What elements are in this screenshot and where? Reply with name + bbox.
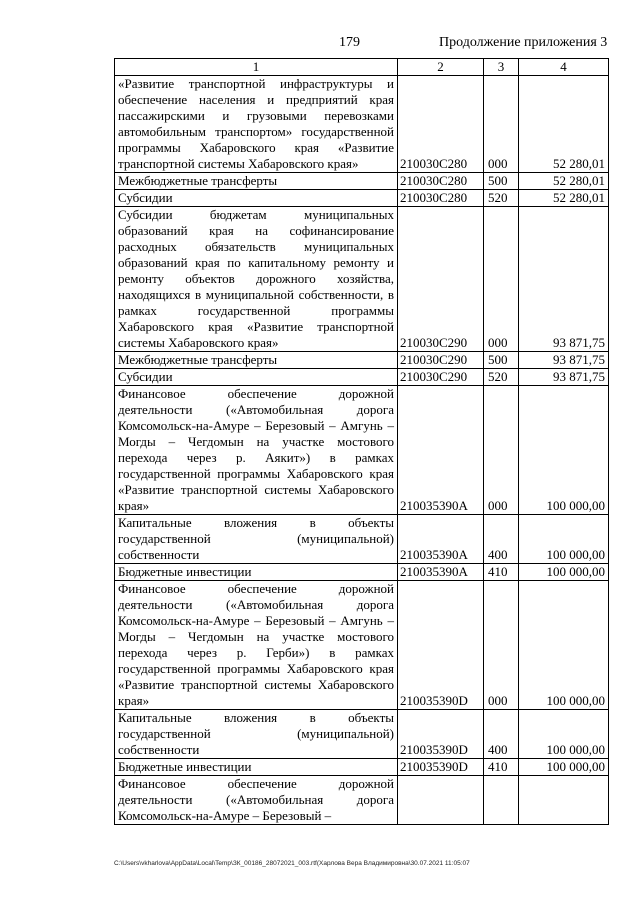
table-row [115, 352, 609, 369]
row-amount: 52 280,01 [519, 173, 609, 190]
column-header: 1 [115, 59, 398, 76]
row-amount: 100 000,00 [519, 386, 609, 515]
row-expense-type: 410 [484, 564, 519, 581]
row-code: 210030С290 [398, 369, 484, 386]
page-number: 179 [339, 35, 360, 50]
row-name: Межбюджетные трансферты [115, 352, 398, 369]
row-amount: 52 280,01 [519, 76, 609, 173]
row-amount: 100 000,00 [519, 564, 609, 581]
row-expense-type: 000 [484, 76, 519, 173]
continuation-label: Продолжение приложения 3 [439, 35, 608, 50]
row-expense-type: 520 [484, 190, 519, 207]
row-amount: 93 871,75 [519, 369, 609, 386]
table-row [115, 76, 609, 173]
row-name: Межбюджетные трансферты [115, 173, 398, 190]
row-code: 210030С280 [398, 76, 484, 173]
budget-table [114, 58, 609, 825]
table-row [115, 207, 609, 352]
column-header: 2 [398, 59, 484, 76]
row-name: Финансовое обеспечение дорожной деятельности («Автомобильная дорога Комсомольск-на-Амуре – Березовый – Амгунь – Могды – Чегдомын на участке мостового перехода через р. Герби») в рамках государственной программы Хабаровского края «Развитие транспортной системы Хабаровского края» [115, 581, 398, 710]
row-expense-type: 000 [484, 386, 519, 515]
row-code: 210035390D [398, 710, 484, 759]
row-code [398, 776, 484, 825]
table-row [115, 386, 609, 515]
row-expense-type: 000 [484, 581, 519, 710]
row-code: 210030С280 [398, 190, 484, 207]
row-name: Финансовое обеспечение дорожной деятельности («Автомобильная дорога Комсомольск-на-Амуре – Березовый – [115, 776, 398, 825]
table-row [115, 564, 609, 581]
column-header: 3 [484, 59, 519, 76]
row-name: «Развитие транспортной инфраструктуры и обеспечение населения и предприятий края пассажирскими и грузовыми перевозками автомобильным транспортом» государственной программы Хабаровского края «Развитие транспортной системы Хабаровского края» [115, 76, 398, 173]
row-expense-type: 400 [484, 515, 519, 564]
row-expense-type: 520 [484, 369, 519, 386]
row-name: Субсидии [115, 190, 398, 207]
row-code: 210030С290 [398, 352, 484, 369]
table-row [115, 515, 609, 564]
row-amount: 100 000,00 [519, 515, 609, 564]
table-row [115, 776, 609, 825]
row-amount: 100 000,00 [519, 710, 609, 759]
table-row [115, 759, 609, 776]
row-name: Капитальные вложения в объекты государственной (муниципальной) собственности [115, 710, 398, 759]
row-name: Бюджетные инвестиции [115, 759, 398, 776]
row-amount: 93 871,75 [519, 207, 609, 352]
table-row [115, 581, 609, 710]
row-expense-type: 400 [484, 710, 519, 759]
row-amount: 52 280,01 [519, 190, 609, 207]
row-code: 210035390А [398, 564, 484, 581]
row-code: 210030С280 [398, 173, 484, 190]
row-name: Субсидии бюджетам муниципальных образований края на софинансирование расходных обязательств муниципальных образований края по капитальному ремонту и ремонту объектов дорожного хозяйства, находящихся в муниципальной собственности, в рамках государственной программы Хабаровского края «Развитие транспортной системы Хабаровского края» [115, 207, 398, 352]
row-code: 210035390А [398, 386, 484, 515]
table-row [115, 369, 609, 386]
row-expense-type [484, 776, 519, 825]
row-expense-type: 000 [484, 207, 519, 352]
file-path-footer: C:\Users\vkharlova\AppData\Local\Temp\ЗК_00186_28072021_003.rtf(Харлова Вера Владимировна\30.07.2021 11:05:07 [114, 860, 470, 867]
table-header-row [115, 59, 609, 76]
row-code: 210035390D [398, 581, 484, 710]
row-code: 210035390А [398, 515, 484, 564]
row-code: 210035390D [398, 759, 484, 776]
row-amount: 100 000,00 [519, 759, 609, 776]
row-amount: 100 000,00 [519, 581, 609, 710]
column-header: 4 [519, 59, 609, 76]
row-name: Бюджетные инвестиции [115, 564, 398, 581]
row-code: 210030С290 [398, 207, 484, 352]
table-row [115, 190, 609, 207]
row-expense-type: 500 [484, 173, 519, 190]
row-name: Субсидии [115, 369, 398, 386]
row-name: Капитальные вложения в объекты государственной (муниципальной) собственности [115, 515, 398, 564]
row-name: Финансовое обеспечение дорожной деятельности («Автомобильная дорога Комсомольск-на-Амуре – Березовый – Амгунь – Могды – Чегдомын на участке мостового перехода через р. Аякит») в рамках государственной программы Хабаровского края «Развитие транспортной системы Хабаровского края» [115, 386, 398, 515]
row-expense-type: 500 [484, 352, 519, 369]
row-expense-type: 410 [484, 759, 519, 776]
table-row [115, 173, 609, 190]
row-amount: 93 871,75 [519, 352, 609, 369]
table-row [115, 710, 609, 759]
row-amount [519, 776, 609, 825]
